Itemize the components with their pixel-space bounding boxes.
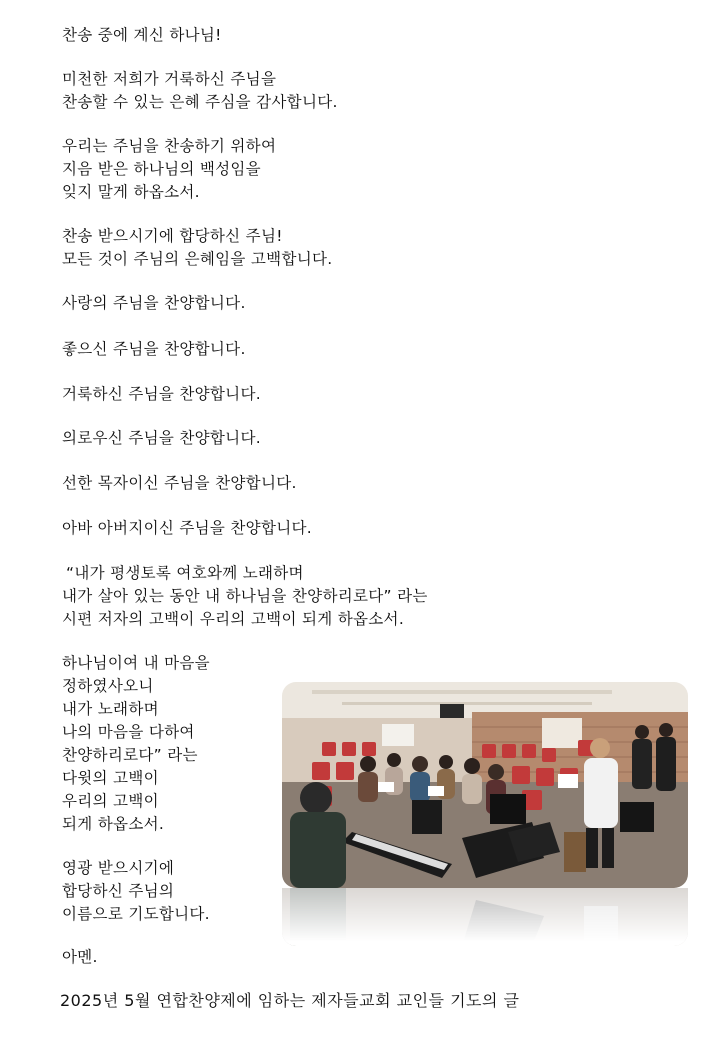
prayer-line: 정하였사오니 bbox=[62, 677, 154, 695]
prayer-line: 영광 받으시기에 bbox=[62, 859, 175, 877]
praise-line: 사랑의 주님을 찬양합니다. bbox=[62, 294, 246, 312]
prayer-line: 되게 하옵소서. bbox=[62, 815, 165, 833]
prayer-line: 나의 마음을 다하여 bbox=[62, 723, 195, 741]
prayer-line: 내가 노래하며 bbox=[62, 700, 159, 718]
prayer-line: 미천한 저희가 거룩하신 주님을 bbox=[62, 70, 277, 88]
photo-reflection bbox=[282, 888, 688, 946]
praise-line: 거룩하신 주님을 찬양합니다. bbox=[62, 385, 261, 403]
psalm-line: 내가 살아 있는 동안 내 하나님을 찬양하리로다” 라는 bbox=[62, 587, 428, 605]
prayer-line: 우리는 주님을 찬송하기 위하여 bbox=[62, 137, 277, 155]
praise-line: 아바 아버지이신 주님을 찬양합니다. bbox=[62, 519, 313, 537]
choir-rehearsal-photo bbox=[282, 682, 688, 888]
footer-caption: 2025년 5월 연합찬양제에 임하는 제자들교회 교인들 기도의 글 bbox=[60, 991, 520, 1010]
amen: 아멘. bbox=[62, 948, 98, 966]
prayer-line: 합당하신 주님의 bbox=[62, 882, 175, 900]
prayer-line: 지음 받은 하나님의 백성임을 bbox=[62, 160, 261, 178]
prayer-line: 이름으로 기도합니다. bbox=[62, 905, 210, 923]
psalm-line: 시편 저자의 고백이 우리의 고백이 되게 하옵소서. bbox=[62, 610, 405, 628]
praise-line: 의로우신 주님을 찬양합니다. bbox=[62, 429, 261, 447]
prayer-line: 우리의 고백이 bbox=[62, 792, 159, 810]
praise-line: 좋으신 주님을 찬양합니다. bbox=[62, 340, 246, 358]
psalm-line: “내가 평생토록 여호와께 노래하며 bbox=[66, 564, 304, 582]
praise-line: 선한 목자이신 주님을 찬양합니다. bbox=[62, 474, 297, 492]
prayer-title: 찬송 중에 계신 하나님! bbox=[62, 26, 222, 44]
prayer-line: 찬송할 수 있는 은혜 주심을 감사합니다. bbox=[62, 93, 338, 111]
prayer-line: 찬송 받으시기에 합당하신 주님! bbox=[62, 227, 283, 245]
prayer-line: 모든 것이 주님의 은혜임을 고백합니다. bbox=[62, 250, 333, 268]
prayer-line: 찬양하리로다” 라는 bbox=[62, 746, 198, 764]
prayer-line: 하나님이여 내 마음을 bbox=[62, 654, 210, 672]
prayer-line: 잊지 말게 하옵소서. bbox=[62, 183, 200, 201]
prayer-line: 다윗의 고백이 bbox=[62, 769, 159, 787]
